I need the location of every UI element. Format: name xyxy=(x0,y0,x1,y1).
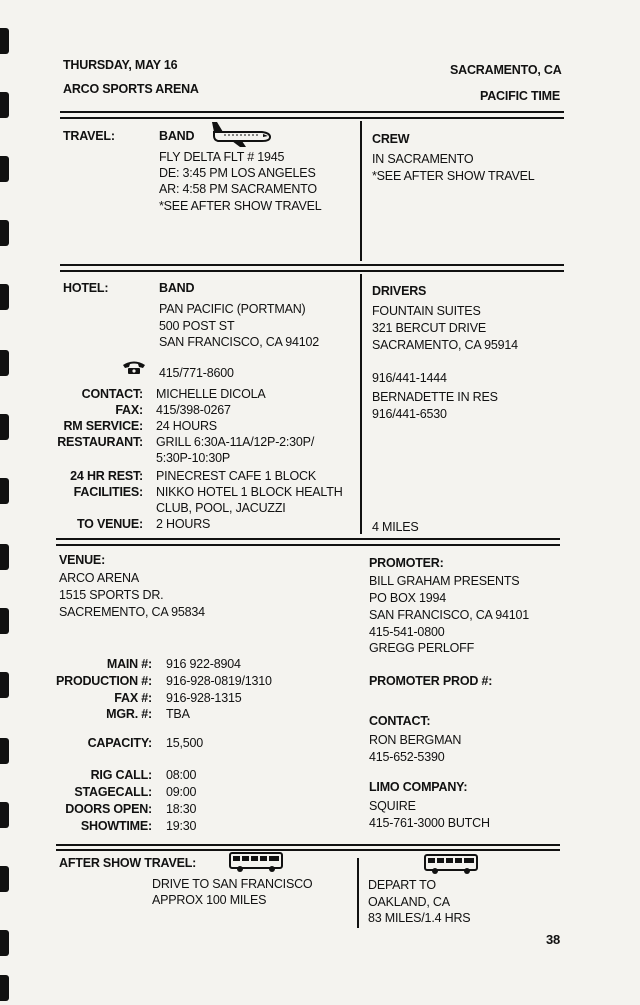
divider xyxy=(56,849,560,851)
venue-name: ARCO SPORTS ARENA xyxy=(63,82,199,96)
column-divider xyxy=(360,274,362,534)
hotel-phone: 415/771-8600 xyxy=(159,366,234,380)
hotel-address-line: 500 POST ST xyxy=(159,319,235,333)
hotel-detail-value: PINECREST CAFE 1 BLOCK xyxy=(156,469,316,483)
hotel-detail-value: CLUB, POOL, JACUZZI xyxy=(156,501,286,515)
divider xyxy=(60,111,564,113)
after-show-crew-line: 83 MILES/1.4 HRS xyxy=(368,911,471,925)
promoter-line: GREGG PERLOFF xyxy=(369,641,475,655)
divider xyxy=(56,844,560,846)
travel-band-heading: BAND xyxy=(159,129,195,143)
hotel-detail-value: NIKKO HOTEL 1 BLOCK HEALTH xyxy=(156,485,343,499)
schedule-value: 19:30 xyxy=(166,819,197,833)
promoter-line: SAN FRANCISCO, CA 94101 xyxy=(369,608,530,622)
venue-phone-value: TBA xyxy=(166,707,190,721)
hotel-detail-label: FACILITIES: xyxy=(73,485,143,499)
hotel-band-heading: BAND xyxy=(159,281,195,295)
venue-phone-value: 916-928-1315 xyxy=(166,691,242,705)
divider xyxy=(60,270,564,272)
travel-band-line: AR: 4:58 PM SACRAMENTO xyxy=(159,182,317,196)
hotel-detail-value: 24 HOURS xyxy=(156,419,217,433)
contact-heading: CONTACT: xyxy=(369,714,431,728)
travel-band-line: DE: 3:45 PM LOS ANGELES xyxy=(159,166,316,180)
column-divider xyxy=(360,121,362,261)
schedule-value: 08:00 xyxy=(166,768,197,782)
travel-band-line: *SEE AFTER SHOW TRAVEL xyxy=(159,199,322,213)
divider xyxy=(56,544,560,546)
drivers-contact: BERNADETTE IN RES xyxy=(372,390,498,404)
promoter-line: 415-541-0800 xyxy=(369,625,445,639)
limo-heading: LIMO COMPANY: xyxy=(369,780,468,794)
capacity-label: CAPACITY: xyxy=(87,736,152,750)
hotel-detail-value: MICHELLE DICOLA xyxy=(156,387,266,401)
column-divider xyxy=(357,858,359,928)
venue-phone-label: FAX #: xyxy=(114,691,152,705)
drivers-contact: 916/441-1444 xyxy=(372,371,447,385)
venue-phone-label: MAIN #: xyxy=(106,657,152,671)
travel-label: TRAVEL: xyxy=(63,129,115,143)
hotel-detail-label: TO VENUE: xyxy=(76,517,143,531)
travel-crew-heading: CREW xyxy=(372,132,410,146)
schedule-label: DOORS OPEN: xyxy=(65,802,152,816)
contact-line: RON BERGMAN xyxy=(369,733,462,747)
hotel-detail-label: RESTAURANT: xyxy=(57,435,143,449)
venue-phone-value: 916-928-0819/1310 xyxy=(166,674,272,688)
after-show-label: AFTER SHOW TRAVEL: xyxy=(59,856,197,870)
drivers-line: SACRAMENTO, CA 95914 xyxy=(372,338,518,352)
spiral-binding xyxy=(0,0,18,1005)
hotel-label: HOTEL: xyxy=(63,281,109,295)
venue-phone-label: MGR. #: xyxy=(106,707,152,721)
timezone: PACIFIC TIME xyxy=(480,89,561,103)
divider xyxy=(56,538,560,540)
drivers-line: FOUNTAIN SUITES xyxy=(372,304,481,318)
venue-address-line: SACREMENTO, CA 95834 xyxy=(59,605,205,619)
drivers-line: 321 BERCUT DRIVE xyxy=(372,321,486,335)
promoter-heading: PROMOTER: xyxy=(369,556,444,570)
promoter-prod-heading: PROMOTER PROD #: xyxy=(369,674,493,688)
hotel-detail-value: 2 HOURS xyxy=(156,517,211,531)
schedule-value: 18:30 xyxy=(166,802,197,816)
hotel-address-line: PAN PACIFIC (PORTMAN) xyxy=(159,302,306,316)
hotel-detail-label: 24 HR REST: xyxy=(70,469,143,483)
limo-line: 415-761-3000 BUTCH xyxy=(369,816,490,830)
limo-line: SQUIRE xyxy=(369,799,416,813)
schedule-label: STAGECALL: xyxy=(74,785,152,799)
after-show-band-line: DRIVE TO SAN FRANCISCO xyxy=(152,877,313,891)
divider xyxy=(60,117,564,119)
hotel-detail-label: FAX: xyxy=(115,403,143,417)
schedule-value: 09:00 xyxy=(166,785,197,799)
venue-phone-label: PRODUCTION #: xyxy=(55,674,152,688)
schedule-label: SHOWTIME: xyxy=(80,819,152,833)
venue-phone-value: 916 922-8904 xyxy=(166,657,241,671)
drivers-heading: DRIVERS xyxy=(372,284,427,298)
bus-icon xyxy=(228,851,284,873)
show-date: THURSDAY, MAY 16 xyxy=(63,58,178,72)
telephone-icon xyxy=(122,359,146,375)
hotel-detail-label: CONTACT: xyxy=(81,387,143,401)
after-show-band-line: APPROX 100 MILES xyxy=(152,893,267,907)
travel-band-line: FLY DELTA FLT # 1945 xyxy=(159,150,285,164)
travel-crew-line: *SEE AFTER SHOW TRAVEL xyxy=(372,169,535,183)
capacity-value: 15,500 xyxy=(166,736,204,750)
city: SACRAMENTO, CA xyxy=(450,63,562,77)
promoter-line: PO BOX 1994 xyxy=(369,591,447,605)
promoter-line: BILL GRAHAM PRESENTS xyxy=(369,574,520,588)
contact-line: 415-652-5390 xyxy=(369,750,445,764)
travel-crew-line: IN SACRAMENTO xyxy=(372,152,474,166)
hotel-detail-value: 415/398-0267 xyxy=(156,403,231,417)
divider xyxy=(60,264,564,266)
venue-heading: VENUE: xyxy=(59,553,106,567)
after-show-crew-line: DEPART TO xyxy=(368,878,436,892)
hotel-detail-value: GRILL 6:30A-11A/12P-2:30P/ xyxy=(156,435,315,449)
page-number: 38 xyxy=(546,932,561,947)
drivers-to-venue: 4 MILES xyxy=(372,520,419,534)
venue-address-line: 1515 SPORTS DR. xyxy=(59,588,164,602)
airplane-icon xyxy=(210,120,272,148)
bus-icon xyxy=(423,853,479,875)
venue-address-line: ARCO ARENA xyxy=(59,571,139,585)
hotel-address-line: SAN FRANCISCO, CA 94102 xyxy=(159,335,320,349)
drivers-contact: 916/441-6530 xyxy=(372,407,447,421)
hotel-detail-value: 5:30P-10:30P xyxy=(156,451,231,465)
after-show-crew-line: OAKLAND, CA xyxy=(368,895,450,909)
schedule-label: RIG CALL: xyxy=(90,768,152,782)
hotel-detail-label: RM SERVICE: xyxy=(63,419,143,433)
